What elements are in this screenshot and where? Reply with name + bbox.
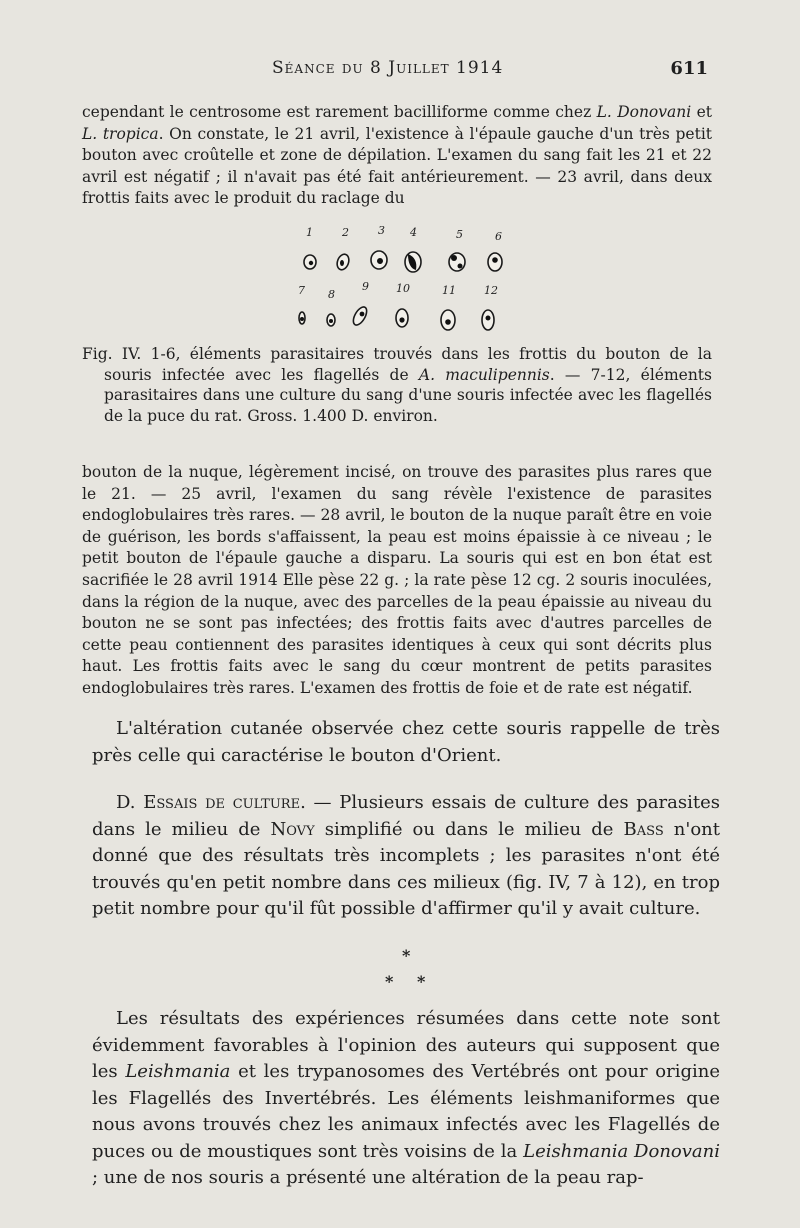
fig-label-8: 8 — [328, 288, 335, 301]
caption-italic-species: A. maculipennis — [418, 365, 550, 384]
para1-italic-species: L. Donovani — [596, 103, 692, 121]
fig-label-2: 2 — [342, 226, 349, 239]
fig-label-12: 12 — [484, 284, 498, 297]
fig-label-11: 11 — [442, 284, 456, 297]
para1-text-c: . On constate, le 21 avril, l'existence à l'épaule gauche d'un très petit bouton avec croûtelle et zone de dépilation. L'examen du sang fait les 21 et 22 avril est négatif ; il n'avait pas été fait antérieurement. — 23 avril, dans deux frottis faits avec le produit du raclage du — [82, 124, 713, 208]
running-title: Séance du 8 Juillet 1914 — [272, 58, 504, 78]
para1-italic-species-2: L. tropica — [82, 124, 159, 143]
paragraph-observations — [82, 462, 712, 700]
para6-text-a: Les résultats des expériences résumées dans cette note sont évidemment favorables à l'opinion des auteurs qui supposent que les — [92, 1008, 720, 1082]
para6-italic-leishmania-donovani: Leishmania Donovani — [523, 1140, 720, 1162]
section-heading-culture: D. Essais de culture. — [116, 792, 306, 813]
para5-bass: Bass — [623, 818, 664, 840]
asterism-star-top: * — [402, 946, 411, 965]
fig-label-10: 10 — [396, 282, 410, 295]
para1-text-b: et — [691, 103, 712, 121]
caption-text: Fig. IV. 1-6, éléments parasitaires trouvés dans les frottis du bouton de la souris infectée avec les flagellés de — [82, 345, 712, 384]
paragraph-final-discussion — [92, 1006, 720, 1192]
fig-label-9: 9 — [362, 280, 369, 293]
paragraph-continuation — [82, 102, 712, 210]
para6-italic-leishmania: Leishmania — [125, 1061, 231, 1082]
figure-caption — [82, 344, 712, 426]
asterism-star-right: * — [417, 972, 426, 991]
para5-novy: Novy — [270, 818, 315, 840]
para5-text-c: n'ont donné que des résultats très incomplets ; les parasites n'ont été trouvés qu'en petit nombre dans ces milieux (fig. IV, 7 à 12), en trop petit nombre pour qu'il fût possible d'affirmer qu'il y avait culture. — [92, 818, 720, 919]
para3-text: bouton de la nuque, légèrement incisé, on trouve des parasites plus rares que le 21. — 25 avril, l'examen du sang révèle l'existence de parasites endoglobulaires très rares. — 28 avril, le bouton de la nuque paraît être en voie de guérison, les bords s'affaissent, la peau est moins épaissie à ce niveau ; le petit bouton de l'épaule gauche a disparu. La souris qui est en bon état est sacrifiée le 28 avril 1914 Elle pèse 22 g. ; la rate pèse 12 cg. 2 souris inoculées, dans la région de la nuque, avec des parcelles de la peau épaissie au niveau du bouton ne se sont pas infectées; des frottis faits avec d'autres parcelles de cette peau contiennent des parasites identiques à ceux qui sont décrits plus haut. Les frottis faits avec le sang du cœur montrent de petits parasites endoglobulaires très rares. L'examen des frottis de foie et de rate est négatif. — [82, 463, 712, 697]
fig-label-6: 6 — [495, 230, 502, 243]
fig-label-5: 5 — [456, 228, 463, 241]
paragraph-conclusion-bouton — [92, 716, 720, 769]
caption-text-b: . — 7-12, éléments parasitaires dans une culture du sang d'une souris infectée avec les flagellés de la puce du rat. Gross. 1.400 D. environ. — [104, 365, 712, 425]
para6-text-c: ; une de nos souris a présenté une altération de la peau rap- — [92, 1167, 644, 1188]
page-number: 611 — [670, 58, 708, 79]
fig-label-3: 3 — [378, 224, 385, 237]
para5-text-b: simplifié ou dans le milieu de — [314, 818, 624, 840]
asterism-divider — [0, 946, 800, 996]
fig-label-4: 4 — [410, 226, 417, 239]
para6-text-b: et les trypanosomes des Vertébrés ont pour origine les Flagellés des Invertébrés. Les éléments leishmaniformes que nous avons trouvés chez les animaux infectés avec les Flagellés de puces ou de moustiques sont très voisins de la — [92, 1061, 721, 1162]
figure-iv — [290, 222, 520, 337]
para4-text: L'altération cutanée observée chez cette souris rappelle de très près celle qui caractérise le bouton d'Orient. — [92, 718, 720, 766]
para1-text: cependant le centrosome est rarement bacilliforme comme chez — [82, 103, 597, 121]
figure-iv-drawing — [290, 222, 520, 337]
parasite-9 — [351, 305, 370, 327]
running-head — [0, 58, 800, 84]
paragraph-culture-essays — [92, 790, 720, 923]
parasite-5 — [449, 253, 465, 271]
para5-text-a: — Plusieurs essais de culture des parasites dans le milieu de — [92, 792, 720, 840]
fig-label-7: 7 — [298, 284, 305, 297]
asterism-star-left: * — [385, 972, 394, 991]
fig-label-1: 1 — [306, 226, 313, 239]
